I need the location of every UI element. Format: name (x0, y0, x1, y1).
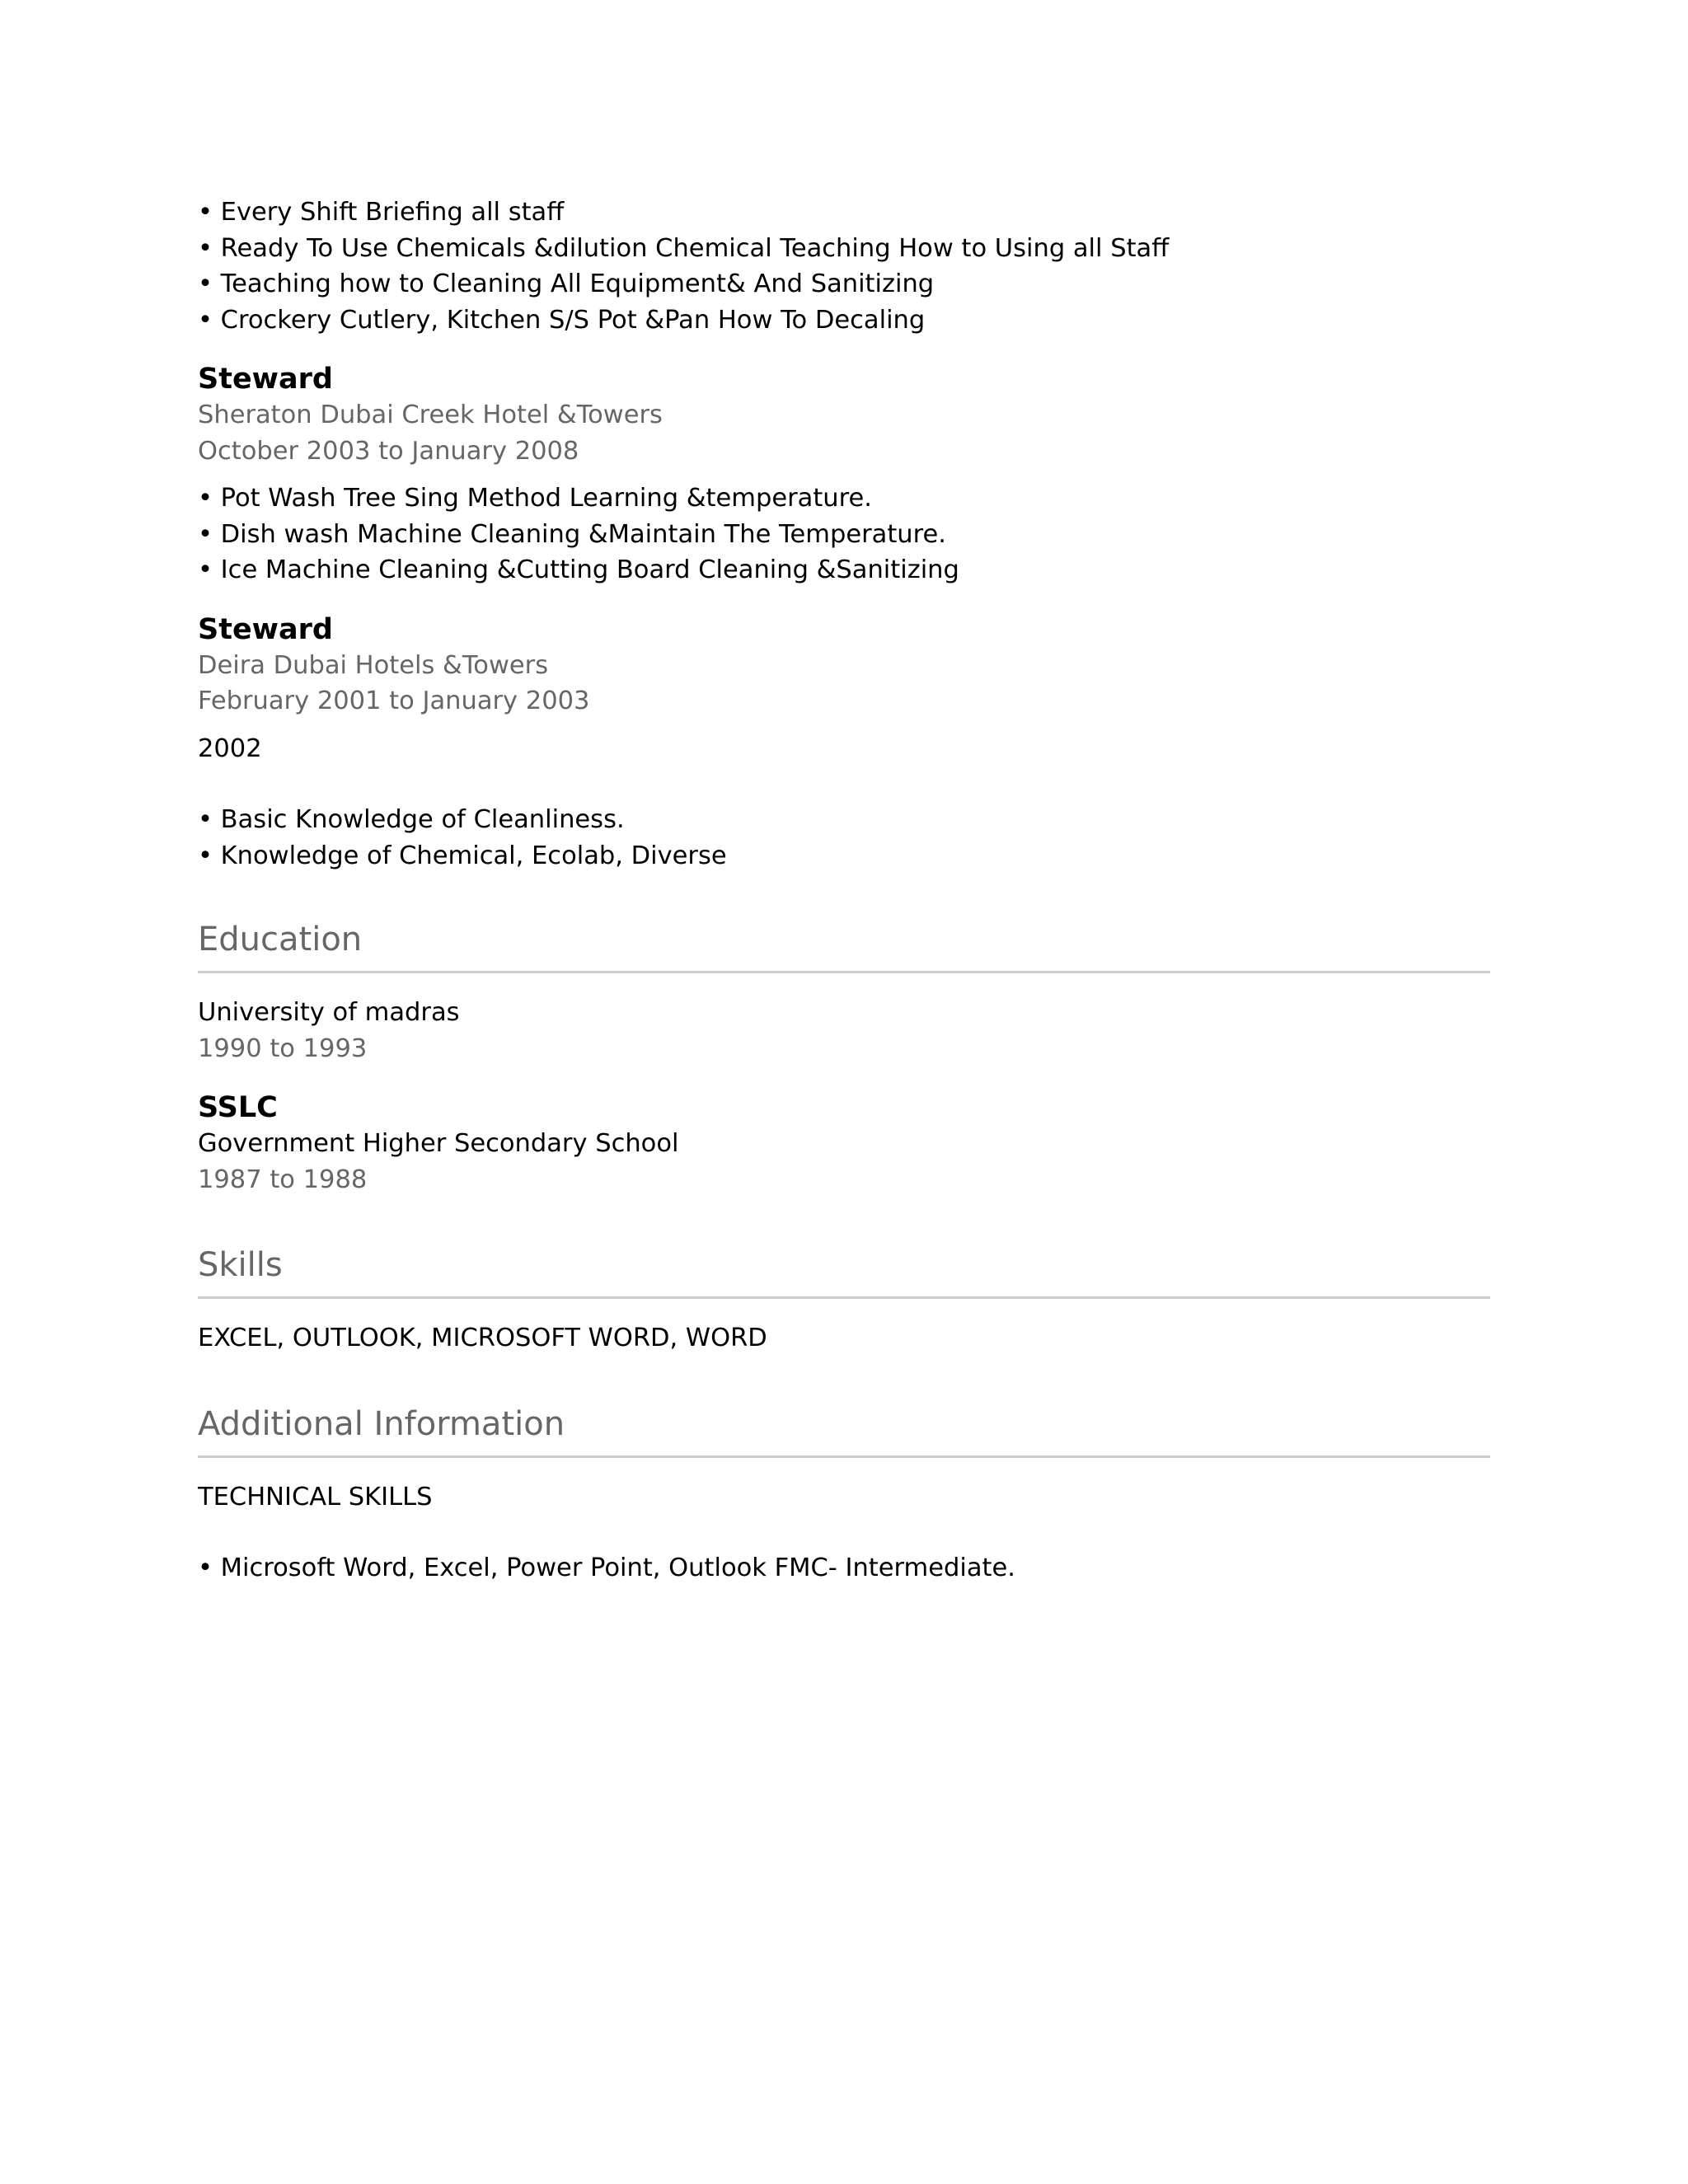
section-heading-education: Education (198, 921, 363, 958)
intro-bullet: • Ready To Use Chemicals &dilution Chemical Teaching How to Using all Staff (198, 233, 1170, 263)
intro-bullet: • Teaching how to Cleaning All Equipment& And Sanitizing (198, 269, 935, 298)
job-bullet: • Dish wash Machine Cleaning &Maintain The Temperature. (198, 519, 946, 549)
skills-section (198, 1244, 1490, 1357)
job-dates: October 2003 to January 2008 (198, 436, 579, 466)
education-school: Government Higher Secondary School (198, 1129, 679, 1158)
section-heading-skills: Skills (198, 1246, 283, 1284)
job-company: Deira Dubai Hotels &Towers (198, 650, 549, 680)
job-bullet: • Basic Knowledge of Cleanliness. (198, 805, 625, 834)
job-bullet: • Pot Wash Tree Sing Method Learning &temperature. (198, 484, 872, 513)
job-note: 2002 (198, 733, 262, 763)
job-bullet: • Ice Machine Cleaning &Cutting Board Cleaning &Sanitizing (198, 555, 959, 584)
additional-info-bullet: • Microsoft Word, Excel, Power Point, Outlook FMC- Intermediate. (198, 1554, 1015, 1582)
job-dates: February 2001 to January 2003 (198, 687, 590, 715)
additional-info-label: TECHNICAL SKILLS (198, 1482, 433, 1511)
resume-page (198, 194, 1490, 1586)
additional-info-section (198, 1403, 1490, 1586)
education-entry (198, 995, 1490, 1066)
education-dates: 1990 to 1993 (198, 1033, 368, 1063)
job-title: Steward (198, 612, 333, 646)
job-company: Sheraton Dubai Creek Hotel &Towers (198, 401, 663, 429)
job-entry (198, 361, 1490, 588)
intro-bullet: • Crockery Cutlery, Kitchen S/S Pot &Pan How To Decaling (198, 305, 926, 335)
job-bullet-list (198, 480, 1490, 588)
skills-text: EXCEL, OUTLOOK, MICROSOFT WORD, WORD (198, 1324, 767, 1352)
education-school: University of madras (198, 998, 460, 1027)
section-divider (198, 971, 1490, 973)
job-bullet: • Knowledge of Chemical, Ecolab, Diverse (198, 841, 727, 870)
education-degree: SSLC (198, 1091, 278, 1124)
job-title: Steward (198, 363, 333, 396)
intro-bullet-list (198, 194, 1490, 338)
section-divider (198, 1455, 1490, 1458)
education-section (198, 918, 1490, 1197)
section-divider (198, 1296, 1490, 1299)
job-entry (198, 612, 1490, 874)
intro-bullet: • Every Shift Briefing all staff (198, 198, 565, 227)
education-entry (198, 1090, 1490, 1197)
education-dates: 1987 to 1988 (198, 1165, 368, 1194)
section-heading-additional-info: Additional Information (198, 1404, 565, 1443)
job-bullet-list (198, 802, 1490, 874)
